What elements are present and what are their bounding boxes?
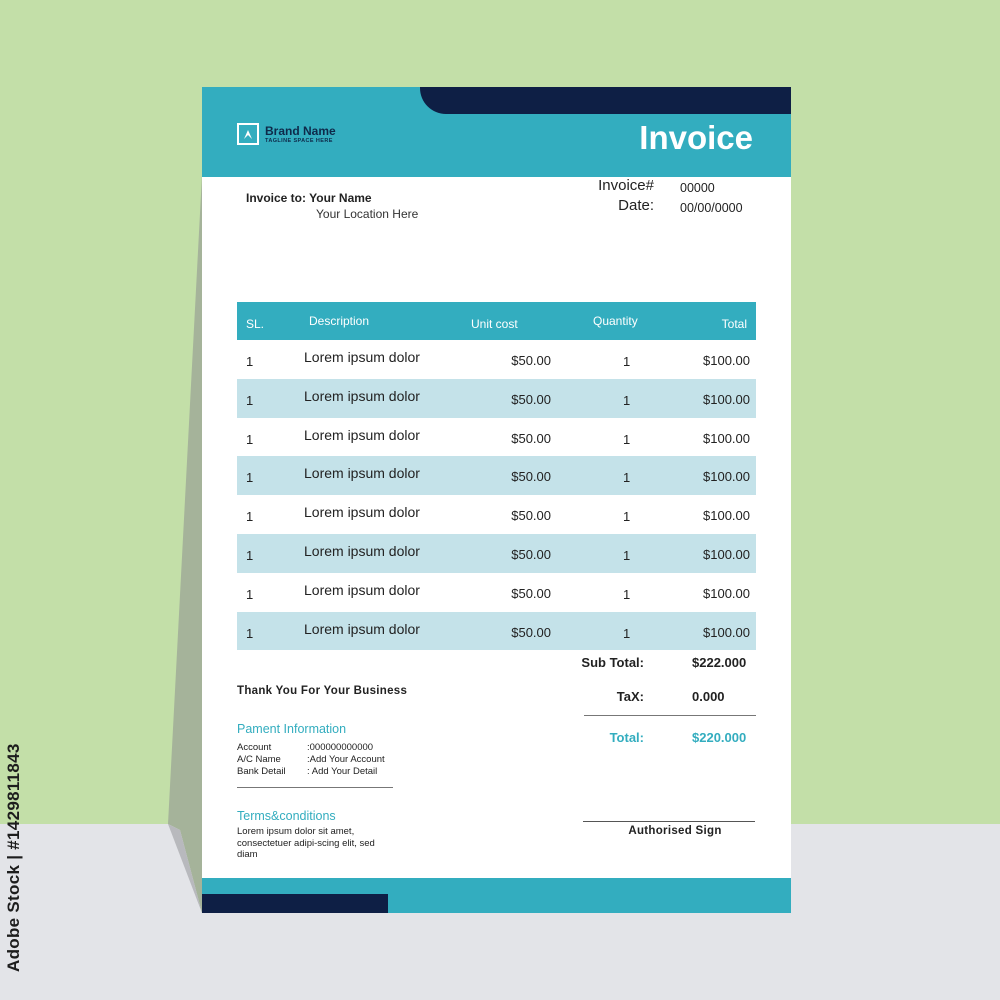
cell-description: Lorem ipsum dolor xyxy=(304,620,420,637)
invoice-sheet xyxy=(202,87,791,913)
invoice-date-value: 00/00/0000 xyxy=(680,201,743,215)
cell-unit-cost: $50.00 xyxy=(511,391,551,407)
header-accent xyxy=(420,87,791,114)
table-row xyxy=(237,456,756,495)
items-table xyxy=(237,302,756,650)
table-header xyxy=(237,302,756,340)
cell-sl: 1 xyxy=(246,392,254,408)
brand-tagline: TAGLINE SPACE HERE xyxy=(265,137,333,144)
cell-quantity: 1 xyxy=(623,547,631,563)
footer-accent xyxy=(202,894,388,913)
cell-quantity: 1 xyxy=(623,509,631,525)
invoice-to-label: Invoice to: xyxy=(246,191,307,205)
cell-unit-cost: $50.00 xyxy=(511,353,551,368)
invoice-title: Invoice xyxy=(639,119,753,156)
terms-body: Lorem ipsum dolor sit amet, consectetuer adipi-scing elit, sed diam xyxy=(237,826,375,860)
cell-quantity: 1 xyxy=(623,354,631,369)
cell-quantity: 1 xyxy=(623,470,631,486)
cell-sl: 1 xyxy=(246,509,254,525)
table-row xyxy=(237,379,756,418)
cell-total: $100.00 xyxy=(703,508,750,524)
cell-total: $100.00 xyxy=(703,353,750,368)
cell-sl: 1 xyxy=(246,354,254,369)
invoice-number-value: 00000 xyxy=(680,181,715,195)
cell-sl: 1 xyxy=(246,586,254,602)
payment-divider xyxy=(237,787,393,788)
cell-sl: 1 xyxy=(246,547,254,563)
cell-sl: 1 xyxy=(246,431,254,447)
invoice-to-name: Your Name xyxy=(309,191,372,205)
totals-block xyxy=(576,655,756,723)
cell-description: Lorem ipsum dolor xyxy=(304,542,420,559)
payment-info xyxy=(237,742,385,778)
cell-description: Lorem ipsum dolor xyxy=(304,581,420,598)
subtotal-label: Sub Total: xyxy=(581,655,644,670)
tax-line xyxy=(576,689,756,723)
table-row xyxy=(237,418,756,457)
cell-quantity: 1 xyxy=(623,431,631,447)
header-description: Description xyxy=(309,314,370,328)
invoice-date-label: Date: xyxy=(618,197,654,214)
totals-divider xyxy=(584,715,756,716)
cell-total: $100.00 xyxy=(703,624,750,640)
terms-title: Terms&conditions xyxy=(237,809,336,823)
cell-unit-cost: $50.00 xyxy=(511,508,551,524)
invoice-number-label: Invoice# xyxy=(598,177,654,194)
tax-value: 0.000 xyxy=(692,689,725,704)
total-label: Total: xyxy=(609,730,644,745)
cell-unit-cost: $50.00 xyxy=(511,469,551,485)
thank-you-note: Thank You For Your Business xyxy=(237,685,408,697)
cell-unit-cost: $50.00 xyxy=(511,430,551,446)
subtotal-value: $222.000 xyxy=(692,655,747,670)
table-row xyxy=(237,340,756,379)
cell-total: $100.00 xyxy=(703,430,750,446)
cell-sl: 1 xyxy=(246,470,254,486)
cell-quantity: 1 xyxy=(623,392,631,408)
invoice-to xyxy=(246,191,372,205)
signature-line xyxy=(583,821,755,822)
cell-description: Lorem ipsum dolor xyxy=(304,465,420,482)
subtotal-line xyxy=(576,655,756,689)
cell-sl: 1 xyxy=(246,625,254,641)
total-value: $220.000 xyxy=(692,730,747,745)
table-row xyxy=(237,573,756,612)
tax-label: TaX: xyxy=(616,689,644,704)
payment-info-title: Pament Information xyxy=(237,722,347,736)
invoice-meta-labels xyxy=(574,176,654,216)
brand-block xyxy=(237,123,336,145)
invoice-to-location: Your Location Here xyxy=(316,207,419,221)
cell-description: Lorem ipsum dolor xyxy=(304,387,420,404)
cell-total: $100.00 xyxy=(703,469,750,485)
cell-description: Lorem ipsum dolor xyxy=(304,504,420,521)
cell-description: Lorem ipsum dolor xyxy=(304,426,420,443)
header-unit-cost: Unit cost xyxy=(471,317,518,331)
stock-id-label: Adobe Stock | #1429811843 xyxy=(4,743,23,972)
payment-row: Bank Detail : Add Your Detail xyxy=(237,766,378,777)
cell-total: $100.00 xyxy=(703,391,750,407)
cell-unit-cost: $50.00 xyxy=(511,546,551,562)
payment-row: Account :000000000000 xyxy=(237,742,374,753)
cell-quantity: 1 xyxy=(623,625,631,641)
cell-total: $100.00 xyxy=(703,546,750,562)
cell-quantity: 1 xyxy=(623,586,631,602)
cell-total: $100.00 xyxy=(703,585,750,601)
table-row xyxy=(237,495,756,534)
brand-name: Brand Name xyxy=(265,123,336,138)
payment-row: A/C Name :Add Your Account xyxy=(237,754,385,765)
header-sl: SL. xyxy=(246,317,265,331)
signature-label: Authorised Sign xyxy=(628,825,722,837)
table-row xyxy=(237,612,756,651)
header-quantity: Quantity xyxy=(593,314,638,328)
table-row xyxy=(237,534,756,573)
cell-unit-cost: $50.00 xyxy=(511,624,551,640)
header-total: Total xyxy=(721,317,747,331)
brand-logo-icon xyxy=(237,123,259,145)
cell-description: Lorem ipsum dolor xyxy=(304,349,420,365)
cell-unit-cost: $50.00 xyxy=(511,585,551,601)
invoice-meta-values xyxy=(680,178,743,218)
